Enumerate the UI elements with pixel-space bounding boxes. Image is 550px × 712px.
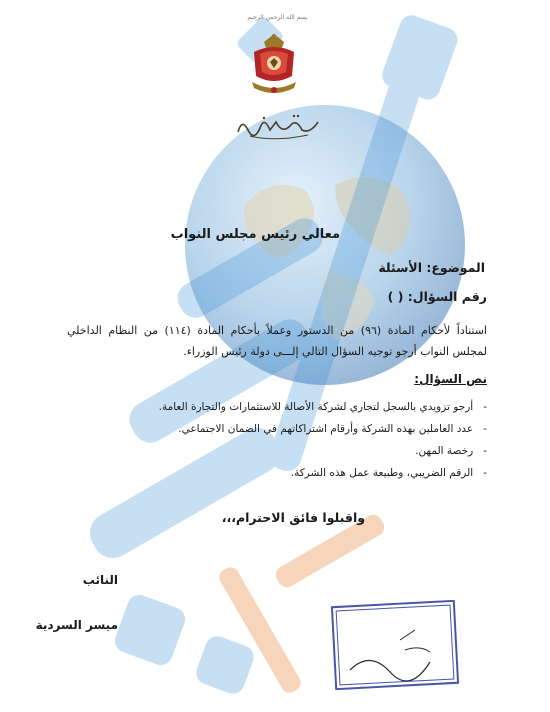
letter-subject: الموضوع: الأسئلة xyxy=(378,260,485,275)
list-item: - أرجو تزويدي بالسجل لتجاري لشركة الأصالة للاستثمارات والتجارة العامة. xyxy=(67,396,487,418)
letter-body: استناداً لأحكام المادة (٩٦) من الدستور وعملاً بأحكام المادة (١١٤) من النظام الداخلي لمجلس النواب أرجو توجيه السؤال التالي إلـــى دولة رئيس الوزراء. xyxy=(67,324,487,358)
registry-stamp xyxy=(330,600,460,690)
signatory-title: النائب xyxy=(82,573,118,587)
question-list xyxy=(67,396,487,484)
letter-addressee: معالي رئيس مجلس النواب xyxy=(170,227,340,242)
list-item: - رخصة المهن. xyxy=(67,440,487,462)
institution-logo xyxy=(230,108,325,144)
question-number: رقم السؤال: ( ) xyxy=(387,289,487,304)
signatory-name: ميسر السردية xyxy=(35,618,118,632)
list-item: - عدد العاملين بهذه الشركة وأرقام اشتراكاتهم في الضمان الاجتماعي. xyxy=(67,418,487,440)
royal-crest-icon xyxy=(246,32,302,98)
list-item: - الرقم الضريبي، وطبيعة عمل هذه الشركة. xyxy=(67,462,487,484)
bismillah-header: بسم الله الرحمن الرحيم xyxy=(247,14,308,21)
question-heading: نص السؤال: xyxy=(414,372,487,386)
closing-phrase: واقبلوا فائق الاحترام،،، xyxy=(221,510,365,525)
